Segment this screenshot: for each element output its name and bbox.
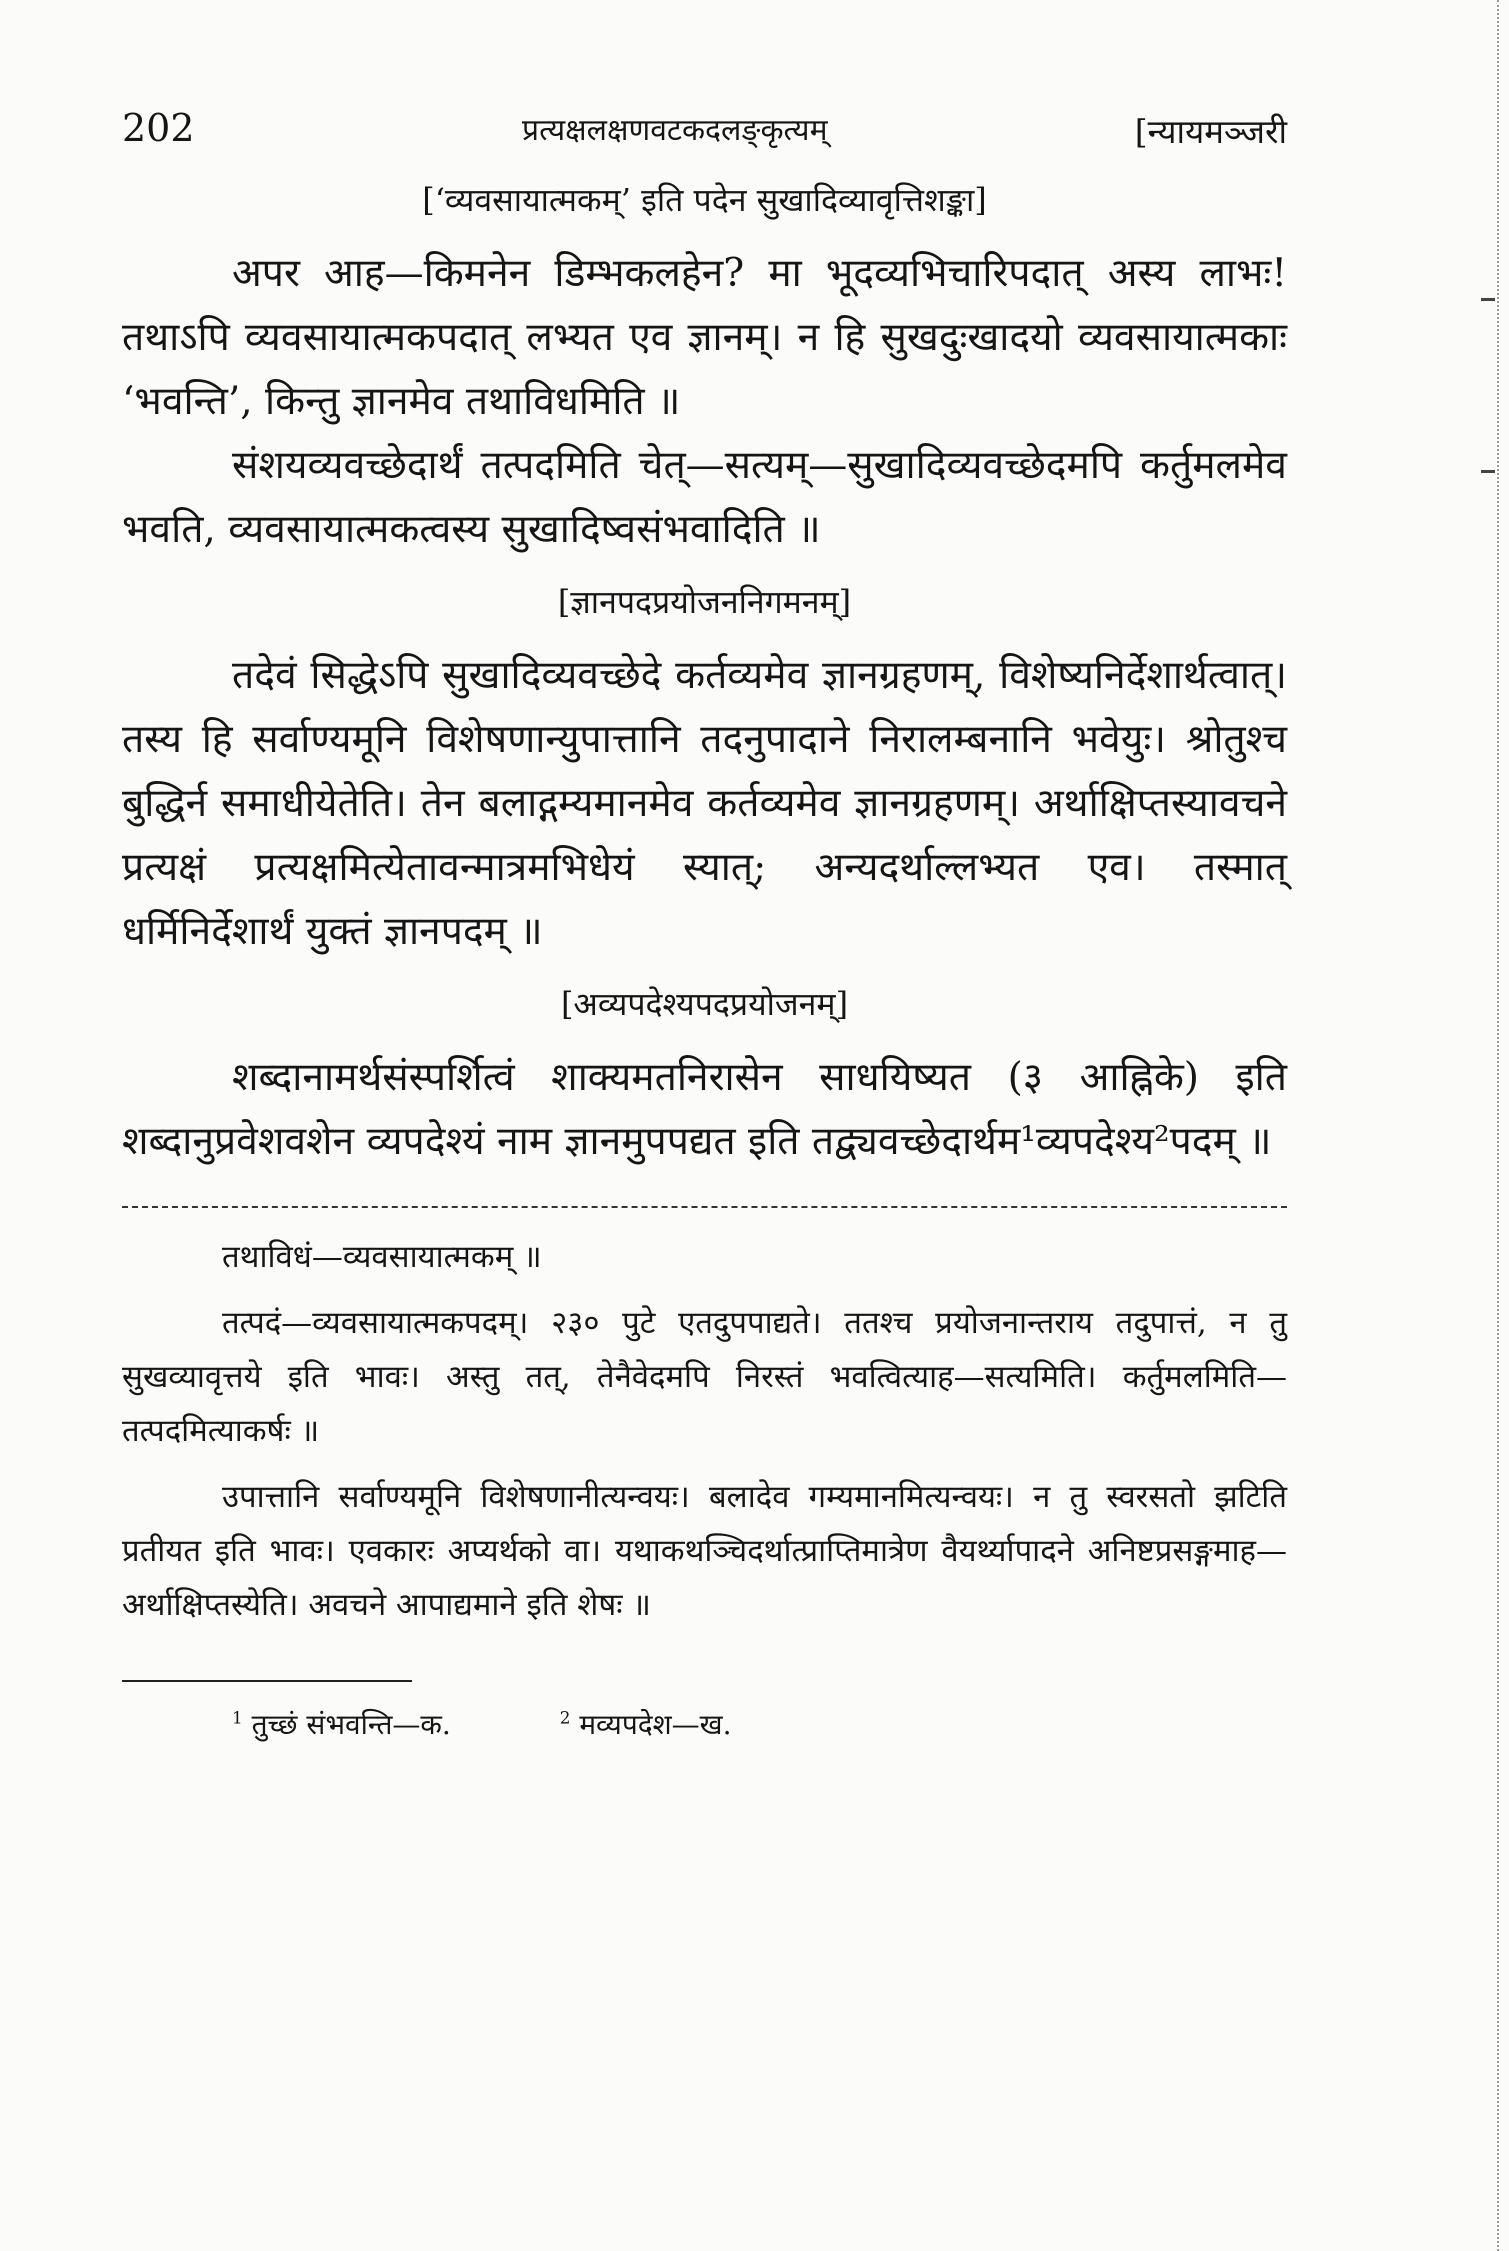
paragraph: अपर आह—किमनेन डिम्भकलहेन? मा भूदव्यभिचारिपदात् अस्य लाभः! तथाऽपि व्यवसायात्मकपदात् लभ्यत एव ज्ञानम्। न हि सुखदुःखादयो व्यवसायात्मकाः ‘भवन्ति’, किन्तु ज्ञानमेव तथाविधमिति ॥: [122, 251, 1287, 424]
page-number: 202: [122, 106, 195, 150]
edge-mark: [1481, 470, 1495, 473]
footnote-text: मव्यपदेश—ख.: [579, 1708, 732, 1742]
section-heading: [अव्यपदेश्यपदप्रयोजनम्]: [560, 985, 849, 1023]
commentary-divider: [122, 1206, 1287, 1208]
section-heading: [ज्ञानपदप्रयोजननिगमनम्]: [557, 583, 852, 621]
running-title: प्रत्यक्षलक्षणवटकदलङ्कृत्यम्: [522, 113, 828, 148]
running-book-title: [न्यायमञ्जरी: [1134, 112, 1287, 151]
edge-mark: [1481, 298, 1495, 301]
footnote: [232, 1708, 451, 1741]
commentary-paragraph: तथाविधं—व्यवसायात्मकम् ॥: [222, 1239, 542, 1275]
book-page: [122, 100, 1287, 2200]
footnote-marker: 2: [559, 1708, 571, 1728]
section-heading: [‘व्यवसायात्मकम्’ इति पदेन सुखादिव्यावृत्तिशङ्का]: [422, 181, 987, 219]
footnote: [560, 1708, 732, 1741]
page-header: [122, 100, 1287, 160]
footnotes: [122, 1696, 1287, 1747]
footnote-divider: [122, 1680, 412, 1682]
paragraph: शब्दानामर्थसंस्पर्शित्वं शाक्यमतनिरासेन साधयिष्यत (३ आह्निके) इति शब्दानुप्रवेशवशेन व्यपदेश्यं नाम ज्ञानमुपपद्यत इति तद्व्यवच्छेदार्थम¹व्यपदेश्य²पदम् ॥: [122, 1055, 1287, 1164]
commentary-paragraph: उपात्तानि सर्वाण्यमूनि विशेषणानीत्यन्वयः। बलादेव गम्यमानमित्यन्वयः। न तु स्वरसतो झटिति प्रतीयत इति भावः। एवकारः अप्यर्थको वा। यथाकथञ्चिदर्थात्प्राप्तिमात्रेण वैयर्थ्यापादने अनिष्टप्रसङ्गमाह—अर्थाक्षिप्तस्येति। अवचने आपाद्यमाने इति शेषः ॥: [122, 1479, 1287, 1623]
commentary-paragraph: तत्पदं—व्यवसायात्मकपदम्। २३० पुटे एतदुपपाद्यते। ततश्च प्रयोजनान्तराय तदुपात्तं, न तु सुखव्यावृत्तये इति भावः। अस्तु तत्, तेनैवेदमपि निरस्तं भवत्वित्याह—सत्यमिति। कर्तुमलमिति—तत्पदमित्याकर्षः ॥: [122, 1305, 1287, 1449]
page-edge-dots: [1497, 0, 1509, 2251]
paragraph: तदेवं सिद्धेऽपि सुखादिव्यवच्छेदे कर्तव्यमेव ज्ञानग्रहणम्, विशेष्यनिर्देशार्थत्वात्। तस्य हि सर्वाण्यमूनि विशेषणान्युपात्तानि तदनुपादाने निरालम्बनानि भवेयुः। श्रोतुश्च बुद्धिर्न समाधीयेतेति। तेन बलाद्गम्यमानमेव कर्तव्यमेव ज्ञानग्रहणम्। अर्थाक्षिप्तस्यावचने प्रत्यक्षं प्रत्यक्षमित्येतावन्मात्रमभिधेयं स्यात्; अन्यदर्थाल्लभ्यत एव। तस्मात् धर्मिनिर्देशार्थं युक्तं ज्ञानपदम् ॥: [122, 653, 1287, 954]
paragraph: संशयव्यवच्छेदार्थं तत्पदमिति चेत्—सत्यम्—सुखादिव्यवच्छेदमपि कर्तुमलमेव भवति, व्यवसायात्मकत्वस्य सुखादिष्वसंभवादिति ॥: [122, 443, 1287, 552]
footnote-marker: 1: [232, 1708, 243, 1728]
footnote-text: तुच्छं संभवन्ति—क.: [251, 1708, 451, 1742]
